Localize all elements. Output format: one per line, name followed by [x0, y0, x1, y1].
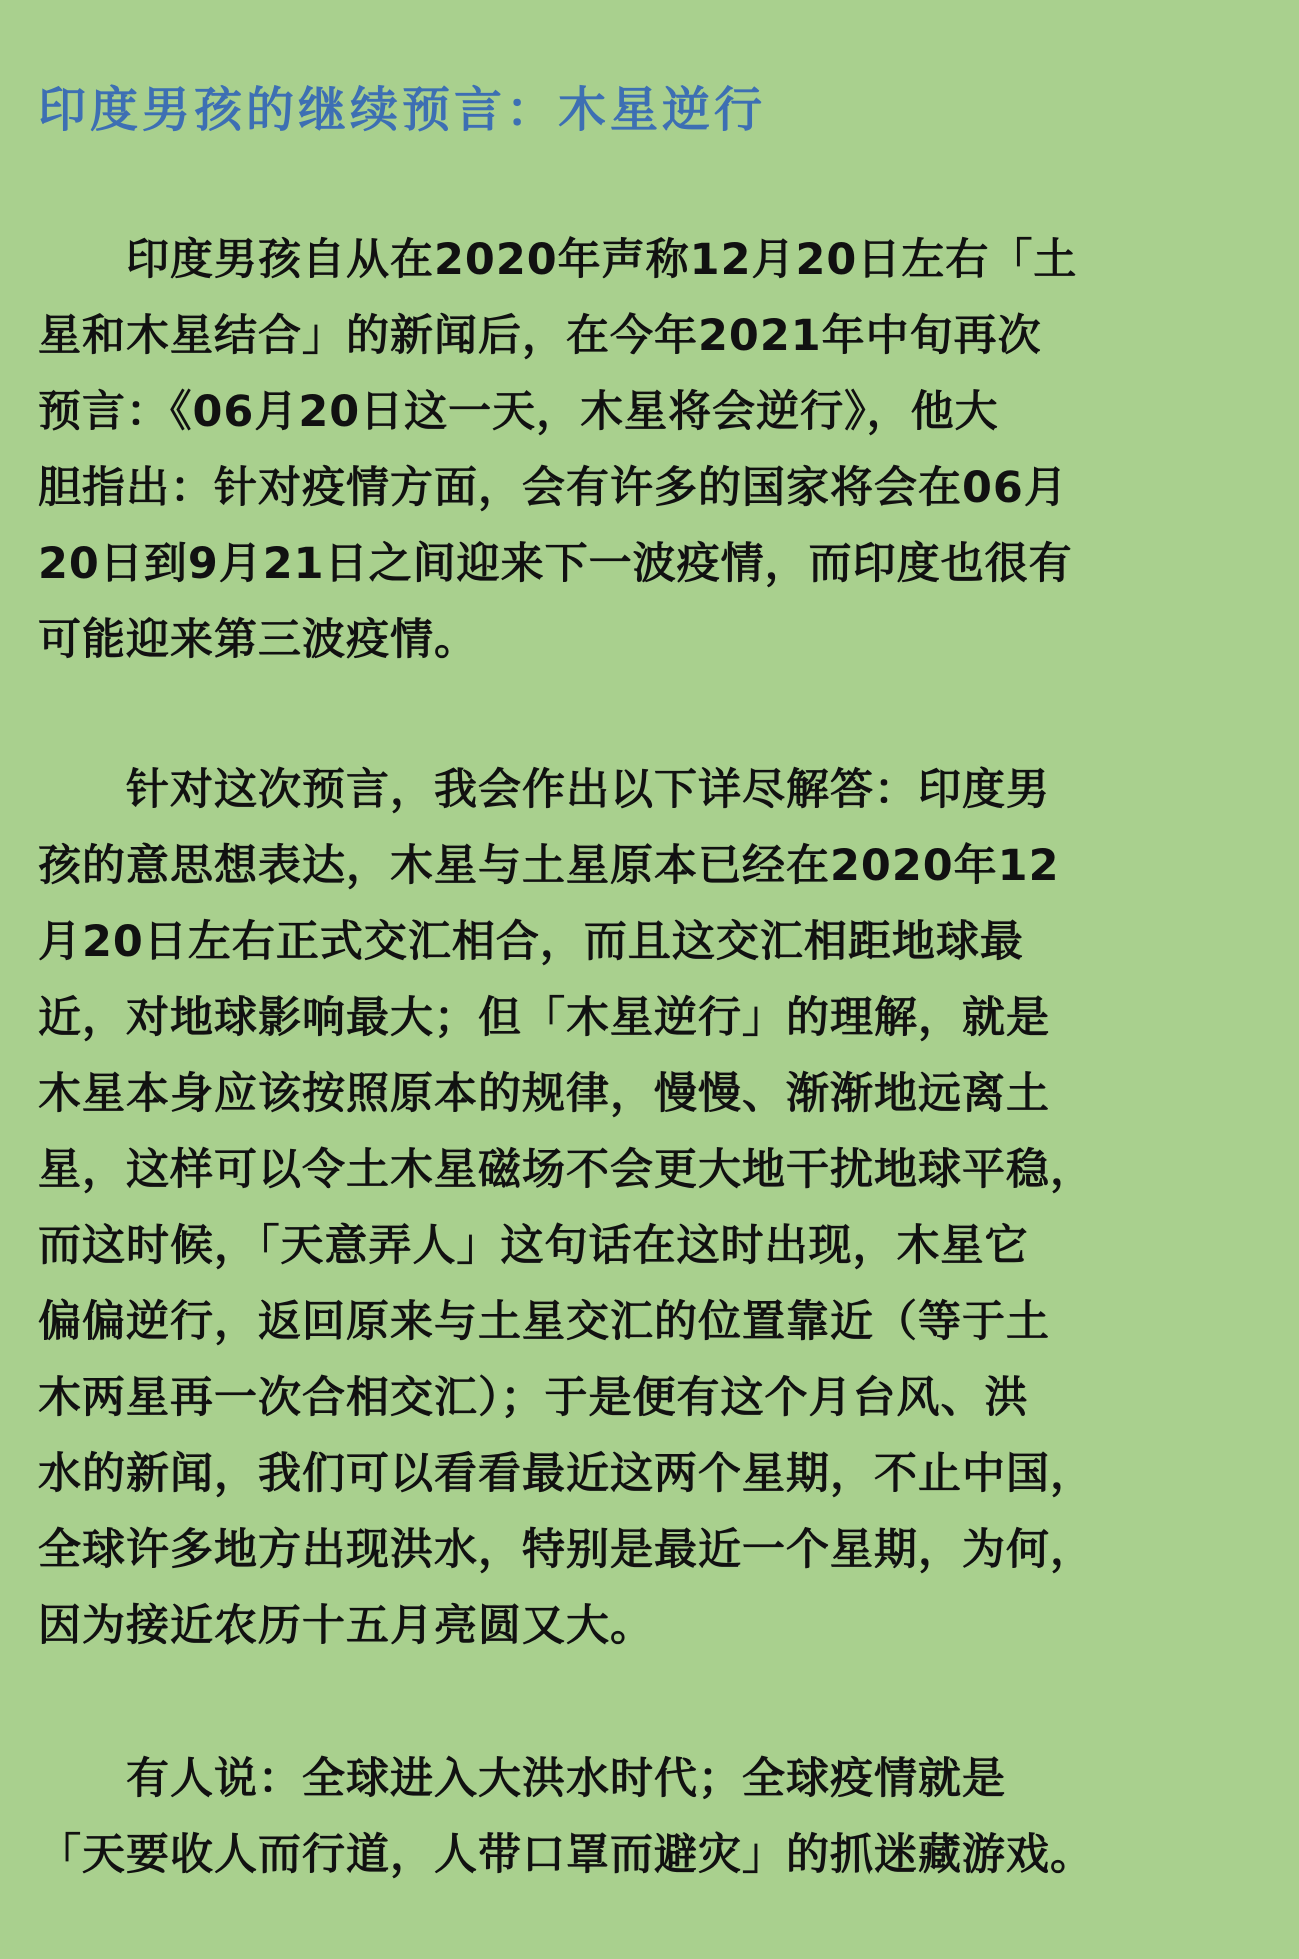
paragraph-line: 可能迎来第三波疫情。	[38, 615, 478, 665]
paragraph-line: 有人说：全球进入大洪水时代；全球疫情就是	[38, 1754, 1006, 1804]
paragraph-line: 月20日左右正式交汇相合，而且这交汇相距地球最	[38, 917, 1024, 967]
paragraph-2	[38, 752, 1268, 1664]
paragraph-line: 孩的意思想表达，木星与土星原本已经在2020年12	[38, 841, 1060, 891]
paragraph-line: 星，这样可以令土木星磁场不会更大地干扰地球平稳，	[38, 1145, 1094, 1195]
article-title: 印度男孩的继续预言：木星逆行	[38, 82, 767, 138]
paragraph-line: 木两星再一次合相交汇）；于是便有这个月台风、洪	[38, 1373, 1029, 1423]
paragraph-line: 印度男孩自从在2020年声称12月20日左右「土	[38, 235, 1078, 285]
paragraph-line: 「天要收人而行道，人带口罩而避灾」的抓迷藏游戏。	[38, 1830, 1094, 1880]
paragraph-line: 20日到9月21日之间迎来下一波疫情，而印度也很有	[38, 539, 1073, 589]
paragraph-line: 全球许多地方出现洪水，特别是最近一个星期，为何，	[38, 1525, 1094, 1575]
paragraph-line: 近，对地球影响最大；但「木星逆行」的理解，就是	[38, 993, 1050, 1043]
paragraph-line: 偏偏逆行，返回原来与土星交汇的位置靠近（等于土	[38, 1297, 1050, 1347]
paragraph-1	[38, 222, 1268, 678]
paragraph-line: 星和木星结合」的新闻后，在今年2021年中旬再次	[38, 311, 1042, 361]
paragraph-line: 木星本身应该按照原本的规律，慢慢、渐渐地远离土	[38, 1069, 1050, 1119]
paragraph-line: 因为接近农历十五月亮圆又大。	[38, 1601, 654, 1651]
paragraph-3	[38, 1741, 1268, 1893]
paragraph-line: 预言：《06月20日这一天，木星将会逆行》，他大	[38, 387, 999, 437]
paragraph-line: 水的新闻，我们可以看看最近这两个星期，不止中国，	[38, 1449, 1094, 1499]
paragraph-line: 而这时候，「天意弄人」这句话在这时出现，木星它	[38, 1221, 1029, 1271]
paragraph-line: 针对这次预言，我会作出以下详尽解答：印度男	[38, 765, 1050, 815]
paragraph-line: 胆指出：针对疫情方面，会有许多的国家将会在06月	[38, 463, 1068, 513]
